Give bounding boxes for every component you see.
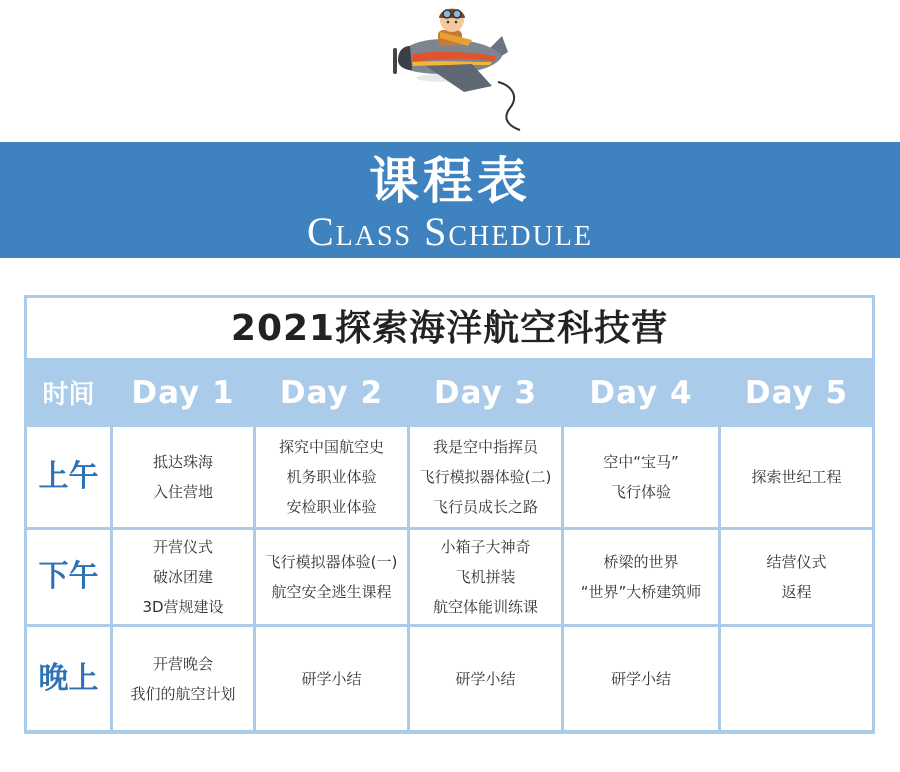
header-day-1: Day 1 — [131, 374, 235, 411]
activity-item: 入住营地 — [152, 483, 213, 501]
activity-item: 探究中国航空史 — [278, 438, 384, 456]
activity-item: 机务职业体验 — [286, 468, 377, 486]
airplane-icon — [380, 0, 540, 135]
activity-item: 空中“宝马” — [603, 453, 679, 471]
schedule-cell — [564, 530, 718, 624]
activity-item: 飞行体验 — [610, 483, 671, 501]
activity-item: “世界”大桥建筑师 — [580, 583, 702, 601]
header-time: 时间 — [42, 380, 95, 410]
activity-item: 开营晚会 — [152, 654, 213, 673]
activity-item: 研学小结 — [610, 669, 671, 688]
header-day-3: Day 3 — [433, 374, 538, 411]
header-day-5: Day 5 — [744, 374, 849, 411]
activity-item: 我们的航空计划 — [130, 684, 236, 703]
activity-item: 航空安全逃生课程 — [271, 583, 392, 601]
activity-item: 研学小结 — [455, 669, 516, 688]
activity-item: 破冰团建 — [152, 568, 213, 586]
activity-item: 3D营规建设 — [142, 598, 224, 616]
schedule-cell — [410, 427, 561, 527]
activity-item: 桥梁的世界 — [603, 553, 679, 571]
schedule-title: 2021探索海洋航空科技营 — [27, 298, 872, 358]
schedule-table — [24, 295, 875, 734]
header-day-4: Day 4 — [589, 374, 693, 411]
schedule-cell — [564, 427, 718, 527]
schedule-cell — [721, 530, 872, 624]
activity-item: 返程 — [781, 583, 812, 601]
activity-item: 抵达珠海 — [152, 453, 213, 471]
activity-item: 飞行员成长之路 — [432, 498, 538, 516]
activity-item: 飞机拼装 — [455, 568, 516, 586]
schedule-cell — [564, 627, 718, 730]
activity-item: 开营仪式 — [152, 538, 213, 556]
activity-item: 安检职业体验 — [286, 498, 377, 516]
schedule-cell — [721, 427, 872, 527]
activity-item: 探索世纪工程 — [751, 468, 842, 486]
title-banner — [0, 142, 900, 258]
schedule-cell — [256, 427, 407, 527]
activity-item: 结营仪式 — [766, 553, 827, 571]
activity-item: 飞行模拟器体验(二) — [419, 468, 552, 486]
schedule-cell — [113, 530, 253, 624]
schedule-cell — [113, 427, 253, 527]
page-subtitle: Class Schedule — [306, 209, 594, 254]
header-day-2: Day 2 — [279, 374, 384, 411]
row-label: 晚上 — [27, 627, 110, 730]
schedule-cell — [410, 530, 561, 624]
activity-item: 飞行模拟器体验(一) — [265, 553, 398, 571]
activity-item: 研学小结 — [301, 669, 362, 688]
pilot-airplane-illustration — [380, 0, 540, 135]
activity-item: 我是空中指挥员 — [432, 438, 538, 456]
page-title: 课程表 — [369, 152, 531, 210]
row-label: 上午 — [27, 427, 110, 527]
schedule-cell — [721, 627, 872, 730]
schedule-cell — [256, 530, 407, 624]
row-label: 下午 — [27, 530, 110, 624]
activity-item: 航空体能训练课 — [432, 598, 538, 616]
activity-item: 小箱子大神奇 — [440, 538, 531, 556]
schedule-cell — [256, 627, 407, 730]
schedule-cell — [113, 627, 253, 730]
schedule-cell — [410, 627, 561, 730]
